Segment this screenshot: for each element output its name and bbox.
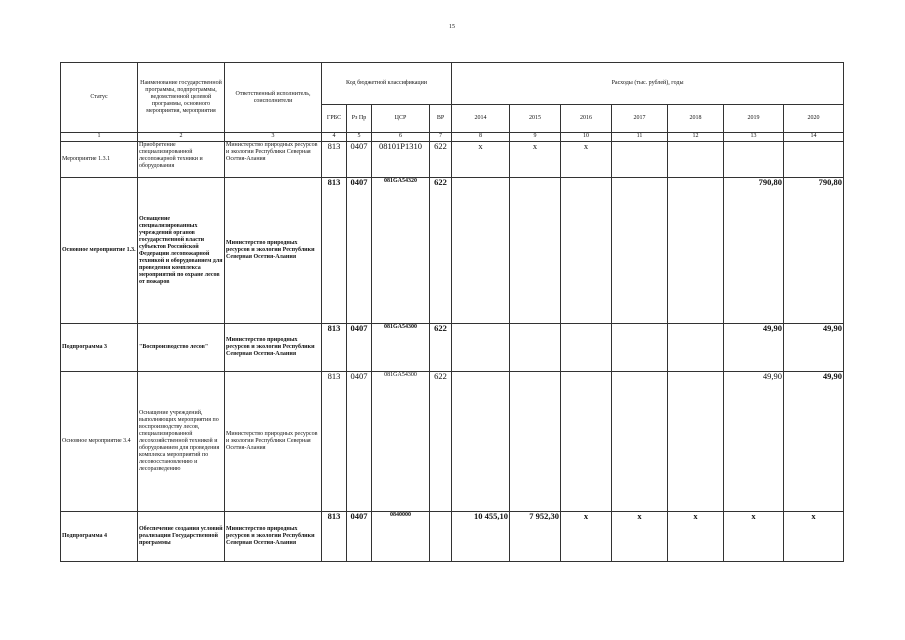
column-number: 2	[138, 133, 225, 142]
column-number: 1	[61, 133, 138, 142]
row-responsible: Министерство природных ресурсов и экологии Республики Северная Осетия-Алания	[225, 178, 322, 324]
header-status: Статус	[61, 63, 138, 133]
row-value: 790,80	[724, 178, 784, 324]
row-value: x	[452, 142, 510, 178]
row-grbs: 813	[322, 372, 347, 512]
row-csr: 081GA54300	[372, 324, 430, 372]
row-name: Оснащение учреждений, выполняющих мероприятия по воспроизводству лесов, специализированной лесохозяйственной техникой и оборудованием для проведения комплекса мероприятий по лесовосстановлению и лесоразведению	[138, 372, 225, 512]
row-value	[612, 324, 668, 372]
row-value: 49,90	[784, 324, 844, 372]
row-value: x	[784, 512, 844, 562]
row-value: 10 455,10	[452, 512, 510, 562]
row-value	[724, 142, 784, 178]
row-value: x	[668, 512, 724, 562]
row-value	[452, 324, 510, 372]
column-number: 14	[784, 133, 844, 142]
row-value	[668, 324, 724, 372]
row-vr: 622	[430, 324, 452, 372]
row-responsible: Министерство природных ресурсов и экологии Республики Северная Осетия-Алания	[225, 324, 322, 372]
header-responsible: Ответственный исполнитель, соисполнители	[225, 63, 322, 133]
row-value	[510, 372, 561, 512]
row-csr: 081GA54320	[372, 178, 430, 324]
row-value	[561, 178, 612, 324]
row-responsible: Министерство природных ресурсов и экологии Республики Северная Осетия-Алания	[225, 512, 322, 562]
table-row	[61, 512, 844, 562]
row-value: x	[724, 512, 784, 562]
row-responsible: Министерство природных ресурсов и экологии Республики Северная Осетия-Алания	[225, 142, 322, 178]
header-year: 2020	[784, 105, 844, 133]
column-number: 5	[347, 133, 372, 142]
header-budget-code: Код бюджетной классификации	[322, 63, 452, 105]
header-grbs: ГРБС	[322, 105, 347, 133]
row-vr: 622	[430, 142, 452, 178]
row-name: Приобретение специализированной лесопожарной техники и оборудования	[138, 142, 225, 178]
row-value	[452, 372, 510, 512]
header-expenses: Расходы (тыс. рублей), годы	[452, 63, 844, 105]
column-number: 13	[724, 133, 784, 142]
row-rzpr: 0407	[347, 372, 372, 512]
header-year: 2018	[668, 105, 724, 133]
row-value	[561, 372, 612, 512]
row-value	[612, 142, 668, 178]
row-value: 49,90	[724, 372, 784, 512]
row-value: 49,90	[784, 372, 844, 512]
header-year: 2016	[561, 105, 612, 133]
row-value: x	[561, 512, 612, 562]
header-rzpr: Рз Пр	[347, 105, 372, 133]
page-number: 15	[449, 24, 455, 30]
table-row	[61, 142, 844, 178]
column-number: 6	[372, 133, 430, 142]
row-vr: 622	[430, 372, 452, 512]
row-value	[510, 178, 561, 324]
column-number: 12	[668, 133, 724, 142]
row-grbs: 813	[322, 324, 347, 372]
row-value: 7 952,30	[510, 512, 561, 562]
row-rzpr: 0407	[347, 324, 372, 372]
column-number: 4	[322, 133, 347, 142]
header-vr: ВР	[430, 105, 452, 133]
column-number: 11	[612, 133, 668, 142]
column-number: 3	[225, 133, 322, 142]
row-status: Подпрограмма 3	[61, 324, 138, 372]
row-responsible: Министерство природных ресурсов и экологии Республики Северная Осетия-Алания	[225, 372, 322, 512]
column-number: 9	[510, 133, 561, 142]
row-rzpr: 0407	[347, 178, 372, 324]
header-year: 2017	[612, 105, 668, 133]
header-year: 2014	[452, 105, 510, 133]
row-csr: 08101P1310	[372, 142, 430, 178]
row-status: Основное мероприятие 3.4	[61, 372, 138, 512]
table-row	[61, 324, 844, 372]
row-status: Мероприятие 1.3.1	[61, 142, 138, 178]
row-value	[612, 178, 668, 324]
row-grbs: 813	[322, 178, 347, 324]
row-value: 49,90	[724, 324, 784, 372]
row-grbs: 813	[322, 512, 347, 562]
header-year: 2019	[724, 105, 784, 133]
row-value	[612, 372, 668, 512]
row-status: Основное мероприятие 1.3.	[61, 178, 138, 324]
row-value	[784, 142, 844, 178]
header-year: 2015	[510, 105, 561, 133]
row-value	[668, 178, 724, 324]
table-row	[61, 372, 844, 512]
header-csr: ЦСР	[372, 105, 430, 133]
row-rzpr: 0407	[347, 142, 372, 178]
row-value	[668, 142, 724, 178]
row-value: x	[612, 512, 668, 562]
row-status: Подпрограмма 4	[61, 512, 138, 562]
row-value: x	[561, 142, 612, 178]
row-rzpr: 0407	[347, 512, 372, 562]
row-name: Обеспечение создания условий реализации Государственной программы	[138, 512, 225, 562]
row-value	[561, 324, 612, 372]
budget-table	[60, 62, 844, 562]
column-number: 8	[452, 133, 510, 142]
row-name: Оснащение специализированных учреждений органов государственной власти субъектов Российской Федерации лесопожарной техникой и оборудованием для проведения комплекса мероприятий по охране лесов от пожаров	[138, 178, 225, 324]
row-value	[668, 372, 724, 512]
row-value	[510, 324, 561, 372]
row-value	[452, 178, 510, 324]
row-grbs: 813	[322, 142, 347, 178]
row-value: 790,80	[784, 178, 844, 324]
row-vr	[430, 512, 452, 562]
header-name: Наименование государственной программы, подпрограммы, ведомственной целевой программы, основного мероприятия, мероприятия	[138, 63, 225, 133]
table-row	[61, 178, 844, 324]
row-value: x	[510, 142, 561, 178]
row-csr: 0840000	[372, 512, 430, 562]
row-vr: 622	[430, 178, 452, 324]
column-number: 10	[561, 133, 612, 142]
header-row	[61, 63, 844, 105]
row-csr: 081GA54300	[372, 372, 430, 512]
row-name: "Воспроизводство лесов"	[138, 324, 225, 372]
column-number: 7	[430, 133, 452, 142]
column-number-row	[61, 133, 844, 142]
